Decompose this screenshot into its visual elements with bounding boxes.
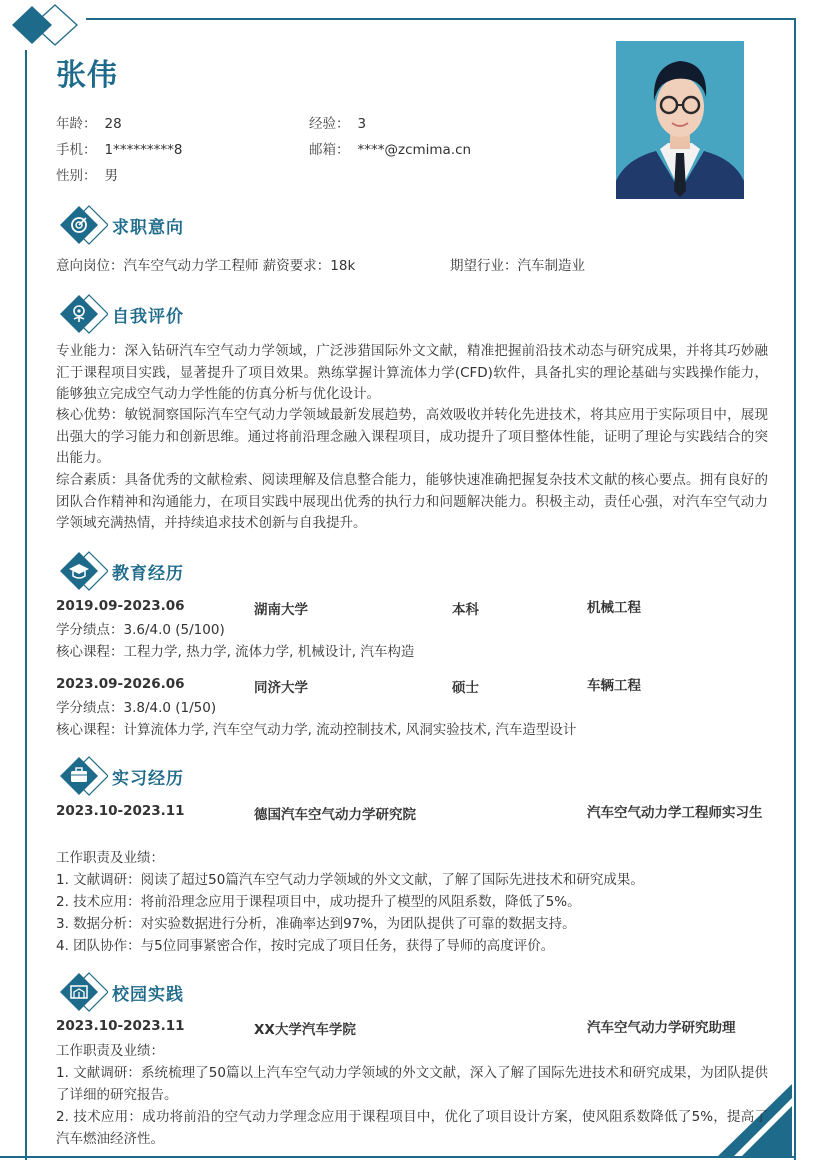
campus-period: 2023.10-2023.11 — [56, 1018, 185, 1034]
experience-field — [309, 112, 366, 132]
education-school: 同济大学 — [254, 680, 308, 696]
self-eval-paragraph-1: 专业能力：深入钻研汽车空气动力学领域，广泛涉猎国际外文文献，精准把握前沿技术动态与研究成果，并将其巧妙融汇于课程项目实践，显著提升了项目效果。熟练掌握计算流体力学(CFD)软件，具备扎实的理论基础与实践操作能力，能够独立完成空气动力学性能的仿真分析与优化设计。 — [56, 343, 768, 402]
section-title-internship: 实习经历 — [112, 768, 184, 789]
target-icon — [60, 205, 108, 245]
internship-duty: 4. 团队协作：与5位同事紧密合作，按时完成了项目任务，获得了导师的高度评价。 — [56, 938, 555, 954]
section-title-intent: 求职意向 — [112, 217, 184, 238]
education-gpa: 学分绩点：3.6/4.0 (5/100) — [56, 622, 225, 638]
flower-icon — [60, 294, 108, 334]
internship-org: 德国汽车空气动力学研究院 — [254, 807, 416, 823]
frame-top-line — [86, 18, 796, 20]
education-major: 车辆工程 — [587, 678, 641, 694]
portrait-icon — [616, 41, 744, 199]
campus-duty: 1. 文献调研：系统梳理了50篇以上汽车空气动力学领域的外文文献，深入了解了国际先进技术和研究成果，为团队提供了详细的研究报告。 — [56, 1065, 768, 1103]
education-period: 2019.09-2023.06 — [56, 598, 185, 614]
email-label: 邮箱： — [309, 142, 350, 158]
candidate-name: 张伟 — [56, 58, 118, 93]
intent-row — [56, 256, 768, 278]
campus-row — [56, 1018, 768, 1040]
age-label: 年龄： — [56, 116, 97, 132]
section-title-self-eval: 自我评价 — [112, 306, 184, 327]
education-period: 2023.09-2026.06 — [56, 676, 185, 692]
internship-duties-label: 工作职责及业绩： — [56, 850, 164, 866]
self-eval-paragraph-2: 核心优势：敏锐洞察国际汽车空气动力学领域最新发展趋势，高效吸收并转化先进技术，将其应用于实际项目中，展现出强大的学习能力和创新思维。通过将前沿理念融入课程项目，成功提升了项目整体性能，证明了理论与实践结合的突出能力。 — [56, 407, 768, 466]
phone-label: 手机： — [56, 142, 97, 158]
campus-role: 汽车空气动力学研究助理 — [587, 1020, 736, 1036]
frame-left-line — [25, 50, 27, 1160]
section-header-education — [60, 551, 184, 591]
campus-duties-label: 工作职责及业绩： — [56, 1043, 164, 1059]
age-value: 28 — [104, 116, 122, 132]
education-degree: 本科 — [452, 602, 479, 618]
building-icon — [60, 972, 108, 1012]
campus-duty: 2. 技术应用：成功将前沿的空气动力学理念应用于课程项目中，优化了项目设计方案，使风阻系数降低了5%，提高了汽车燃油经济性。 — [56, 1109, 768, 1147]
campus-org: XX大学汽车学院 — [254, 1022, 356, 1038]
education-major: 机械工程 — [587, 600, 641, 616]
internship-duty: 2. 技术应用：将前沿理念应用于课程项目中，成功提升了模型的风阻系数，降低了5%。 — [56, 894, 581, 910]
section-title-campus: 校园实践 — [112, 984, 184, 1005]
section-header-intent — [60, 205, 184, 245]
education-courses: 核心课程：计算流体力学, 汽车空气动力学, 流动控制技术, 风洞实验技术, 汽车造型设计 — [56, 722, 577, 738]
intent-position: 意向岗位：汽车空气动力学工程师 — [56, 258, 259, 274]
graduation-cap-icon — [60, 551, 108, 591]
experience-value: 3 — [357, 116, 367, 132]
email-value: ****@zcmima.cn — [357, 142, 472, 158]
experience-label: 经验： — [309, 116, 350, 132]
frame-bottom-line — [0, 1156, 796, 1158]
section-title-education: 教育经历 — [112, 563, 184, 584]
intent-salary: 薪资要求：18k — [262, 258, 356, 274]
gender-field — [56, 164, 118, 184]
corner-diamond-icon — [10, 4, 80, 46]
section-header-campus — [60, 972, 184, 1012]
gender-label: 性别： — [56, 168, 97, 184]
internship-duty: 1. 文献调研：阅读了超过50篇汽车空气动力学领域的外文文献，了解了国际先进技术和研究成果。 — [56, 872, 644, 888]
education-row-2 — [56, 676, 768, 698]
frame-right-line — [794, 18, 796, 1160]
education-courses: 核心课程：工程力学, 热力学, 流体力学, 机械设计, 汽车构造 — [56, 644, 415, 660]
education-row-1 — [56, 598, 768, 620]
gender-value: 男 — [104, 168, 118, 184]
education-school: 湖南大学 — [254, 602, 308, 618]
email-field — [309, 138, 471, 158]
internship-period: 2023.10-2023.11 — [56, 803, 185, 819]
education-degree: 硕士 — [452, 680, 479, 696]
internship-duty: 3. 数据分析：对实验数据进行分析，准确率达到97%，为团队提供了可靠的数据支持。 — [56, 916, 576, 932]
phone-value: 1*********8 — [104, 142, 183, 158]
internship-role: 汽车空气动力学工程师实习生 — [587, 805, 763, 821]
section-header-internship — [60, 756, 184, 796]
self-eval-paragraph-3: 综合素质：具备优秀的文献检索、阅读理解及信息整合能力，能够快速准确把握复杂技术文献的核心要点。拥有良好的团队合作精神和沟通能力，在项目实践中展现出优秀的执行力和问题解决能力。积极主动，责任心强，对汽车空气动力学领域充满热情，并持续追求技术创新与自我提升。 — [56, 472, 768, 531]
education-gpa: 学分绩点：3.8/4.0 (1/50) — [56, 700, 217, 716]
intent-industry: 期望行业：汽车制造业 — [450, 258, 585, 274]
phone-field — [56, 138, 182, 158]
internship-row — [56, 803, 768, 847]
section-header-self-eval — [60, 294, 184, 334]
age-field — [56, 112, 122, 132]
profile-photo — [616, 41, 744, 199]
briefcase-icon — [60, 756, 108, 796]
